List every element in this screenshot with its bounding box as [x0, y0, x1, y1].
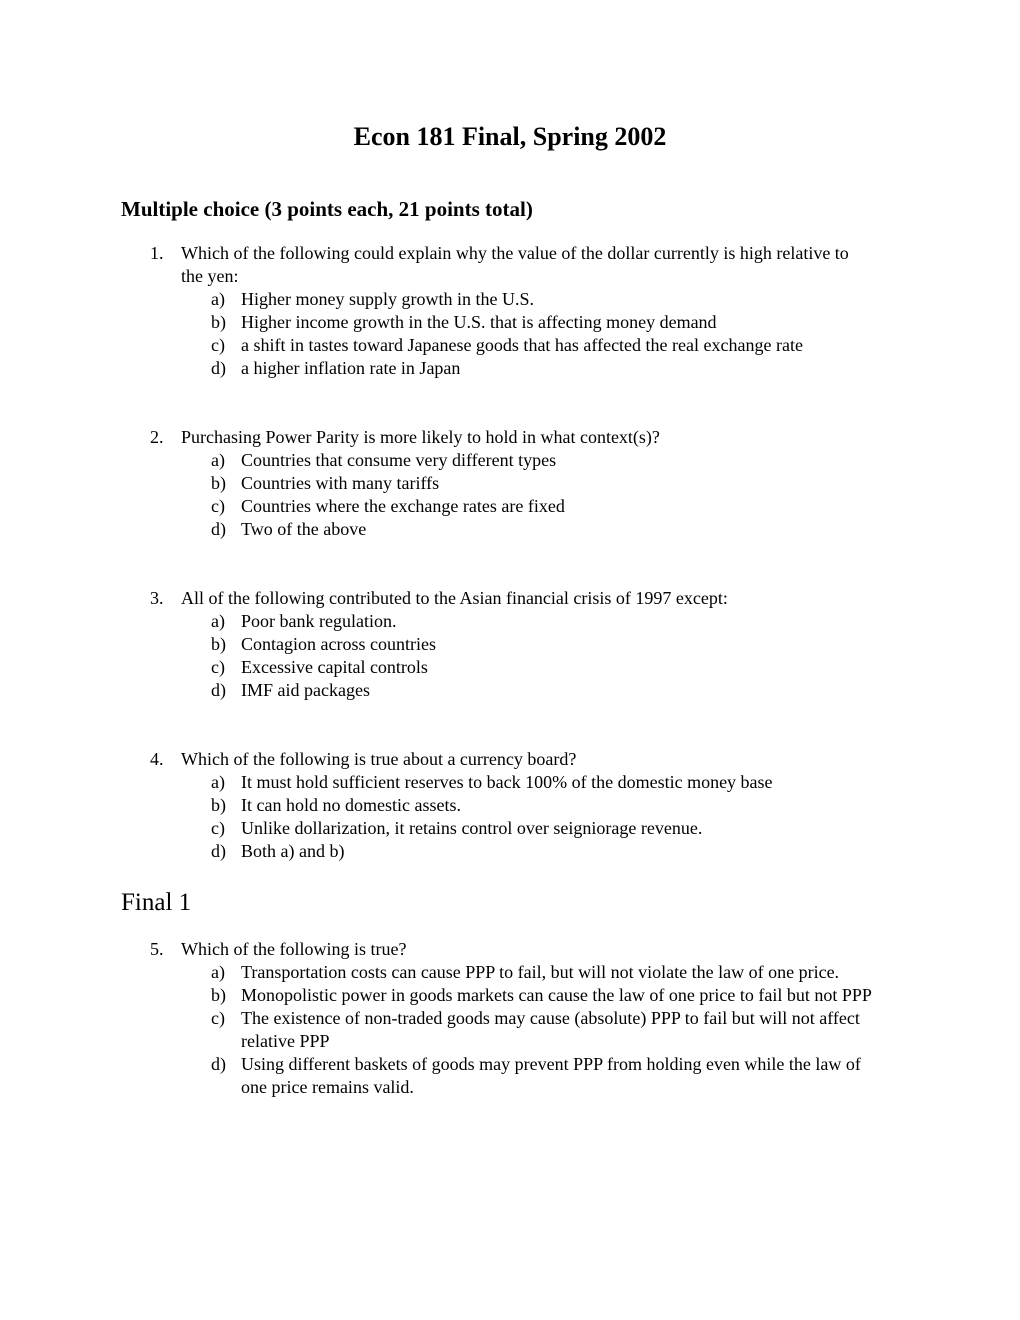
- option-text: IMF aid packages: [241, 680, 370, 700]
- answer-option: [0, 794, 881, 817]
- question-stem: [0, 587, 851, 610]
- question-text: Which of the following is true?: [181, 939, 407, 959]
- option-text: It must hold sufficient reserves to back 100% of the domestic money base: [241, 772, 773, 792]
- answer-option: [0, 633, 881, 656]
- question-number: 1.: [150, 243, 164, 263]
- option-letter: c): [211, 496, 225, 516]
- answer-option: [0, 840, 881, 863]
- question-2: [0, 426, 1020, 541]
- option-letter: c): [211, 1008, 225, 1028]
- answer-option: [0, 357, 881, 380]
- answer-option: [0, 984, 881, 1007]
- option-letter: d): [211, 680, 226, 700]
- answer-option: [0, 472, 881, 495]
- question-number: 2.: [150, 427, 164, 447]
- question-text: All of the following contributed to the Asian financial crisis of 1997 except:: [181, 588, 728, 608]
- option-letter: a): [211, 962, 225, 982]
- option-text: The existence of non-traded goods may cause (absolute) PPP to fail but will not affect relative PPP: [241, 1008, 860, 1051]
- option-letter: a): [211, 772, 225, 792]
- answer-option: [0, 817, 881, 840]
- question-1: [0, 242, 1020, 380]
- answer-option: [0, 961, 881, 984]
- section-heading-bold: Multiple choice: [121, 197, 260, 221]
- answer-option: [0, 334, 881, 357]
- answer-option: [0, 311, 881, 334]
- section-heading-points: (3 points each, 21 points total): [259, 197, 533, 221]
- option-letter: b): [211, 985, 226, 1005]
- answer-option: [0, 495, 881, 518]
- option-text: Countries with many tariffs: [241, 473, 440, 493]
- option-text: a shift in tastes toward Japanese goods that has affected the real exchange rate: [241, 335, 803, 355]
- answer-options: [0, 449, 1020, 541]
- option-letter: c): [211, 335, 225, 355]
- answer-option: [0, 1007, 881, 1053]
- option-letter: d): [211, 1054, 226, 1074]
- question-4: [0, 748, 1020, 863]
- option-letter: d): [211, 358, 226, 378]
- option-text: Transportation costs can cause PPP to fail, but will not violate the law of one price.: [241, 962, 840, 982]
- option-letter: b): [211, 473, 226, 493]
- option-text: Contagion across countries: [241, 634, 436, 654]
- option-text: Using different baskets of goods may prevent PPP from holding even while the law of one price remains valid.: [241, 1054, 861, 1097]
- option-text: Monopolistic power in goods markets can cause the law of one price to fail but not PPP: [241, 985, 872, 1005]
- option-text: Countries where the exchange rates are fixed: [241, 496, 565, 516]
- option-text: Countries that consume very different types: [241, 450, 557, 470]
- answer-options: [0, 288, 1020, 380]
- answer-option: [0, 518, 881, 541]
- question-text: Which of the following is true about a currency board?: [181, 749, 577, 769]
- question-stem: [0, 938, 851, 961]
- option-letter: a): [211, 450, 225, 470]
- answer-option: [0, 610, 881, 633]
- question-5: [0, 938, 1020, 1099]
- option-letter: c): [211, 657, 225, 677]
- option-text: Two of the above: [241, 519, 367, 539]
- question-number: 5.: [150, 939, 164, 959]
- option-text: Unlike dollarization, it retains control over seigniorage revenue.: [241, 818, 703, 838]
- answer-options: [0, 771, 1020, 863]
- option-letter: b): [211, 795, 226, 815]
- option-text: a higher inflation rate in Japan: [241, 358, 461, 378]
- option-letter: c): [211, 818, 225, 838]
- answer-options: [0, 610, 1020, 702]
- section-heading-final-1: Final 1: [121, 889, 192, 916]
- option-letter: b): [211, 312, 226, 332]
- question-stem: [0, 426, 851, 449]
- question-stem: [0, 748, 851, 771]
- answer-option: [0, 288, 881, 311]
- answer-option: [0, 449, 881, 472]
- section-heading-multiple-choice: [121, 196, 533, 222]
- option-text: Excessive capital controls: [241, 657, 428, 677]
- option-text: Poor bank regulation.: [241, 611, 397, 631]
- answer-option: [0, 771, 881, 794]
- answer-option: [0, 656, 881, 679]
- question-3: [0, 587, 1020, 702]
- option-letter: d): [211, 519, 226, 539]
- option-letter: b): [211, 634, 226, 654]
- option-text: Higher money supply growth in the U.S.: [241, 289, 534, 309]
- question-text: Which of the following could explain why the value of the dollar currently is high relative to the yen:: [181, 243, 849, 286]
- question-text: Purchasing Power Parity is more likely to hold in what context(s)?: [181, 427, 660, 447]
- page-title: Econ 181 Final, Spring 2002: [353, 122, 667, 151]
- option-text: Higher income growth in the U.S. that is affecting money demand: [241, 312, 717, 332]
- answer-options: [0, 961, 1020, 1099]
- option-text: It can hold no domestic assets.: [241, 795, 461, 815]
- question-number: 4.: [150, 749, 164, 769]
- option-letter: a): [211, 289, 225, 309]
- answer-option: [0, 679, 881, 702]
- question-stem: [0, 242, 851, 288]
- question-number: 3.: [150, 588, 164, 608]
- answer-option: [0, 1053, 881, 1099]
- option-letter: d): [211, 841, 226, 861]
- option-text: Both a) and b): [241, 841, 345, 861]
- option-letter: a): [211, 611, 225, 631]
